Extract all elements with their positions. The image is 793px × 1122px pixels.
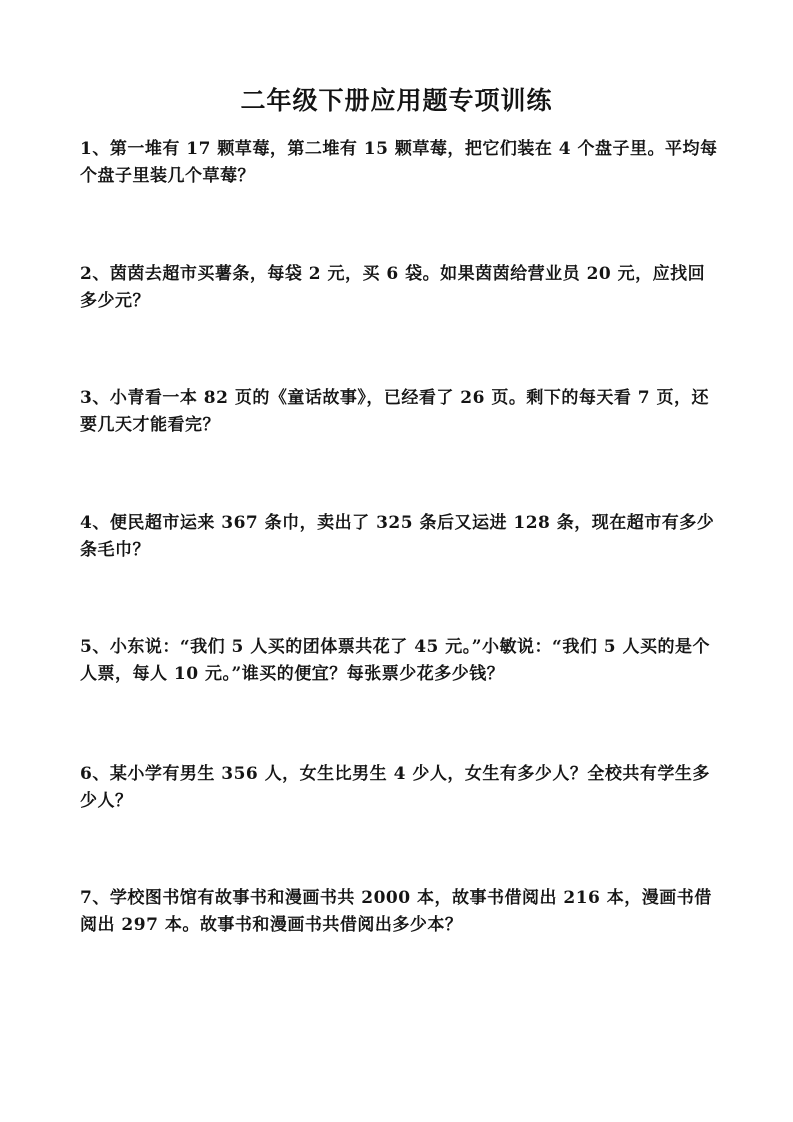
question-6: 6、某小学有男生 356 人，女生比男生 4 少人，女生有多少人？全校共有学生多少人？ bbox=[80, 764, 710, 811]
question-4: 4、便民超市运来 367 条巾，卖出了 325 条后又运进 128 条，现在超市有多少条毛巾？ bbox=[80, 513, 715, 560]
question-3: 3、小青看一本 82 页的《童话故事》，已经看了 26 页。剩下的每天看 7 页，还要几天才能看完？ bbox=[80, 388, 709, 435]
page-title: 二年级下册应用题专项训练 bbox=[240, 86, 553, 115]
question-2: 2、茵茵去超市买薯条，每袋 2 元，买 6 袋。如果茵茵给营业员 20 元，应找回多少元？ bbox=[80, 264, 706, 311]
question-5: 5、小东说：“我们 5 人买的团体票共花了 45 元。”小敏说：“我们 5 人买的是个人票，每人 10 元。”谁买的便宜？每张票少花多少钱？ bbox=[80, 637, 710, 684]
question-1: 1、第一堆有 17 颗草莓，第二堆有 15 颗草莓，把它们装在 4 个盘子里。平均每个盘子里装几个草莓？ bbox=[80, 139, 718, 186]
question-7: 7、学校图书馆有故事书和漫画书共 2000 本，故事书借阅出 216 本，漫画书借阅出 297 本。故事书和漫画书共借阅出多少本？ bbox=[80, 888, 712, 935]
